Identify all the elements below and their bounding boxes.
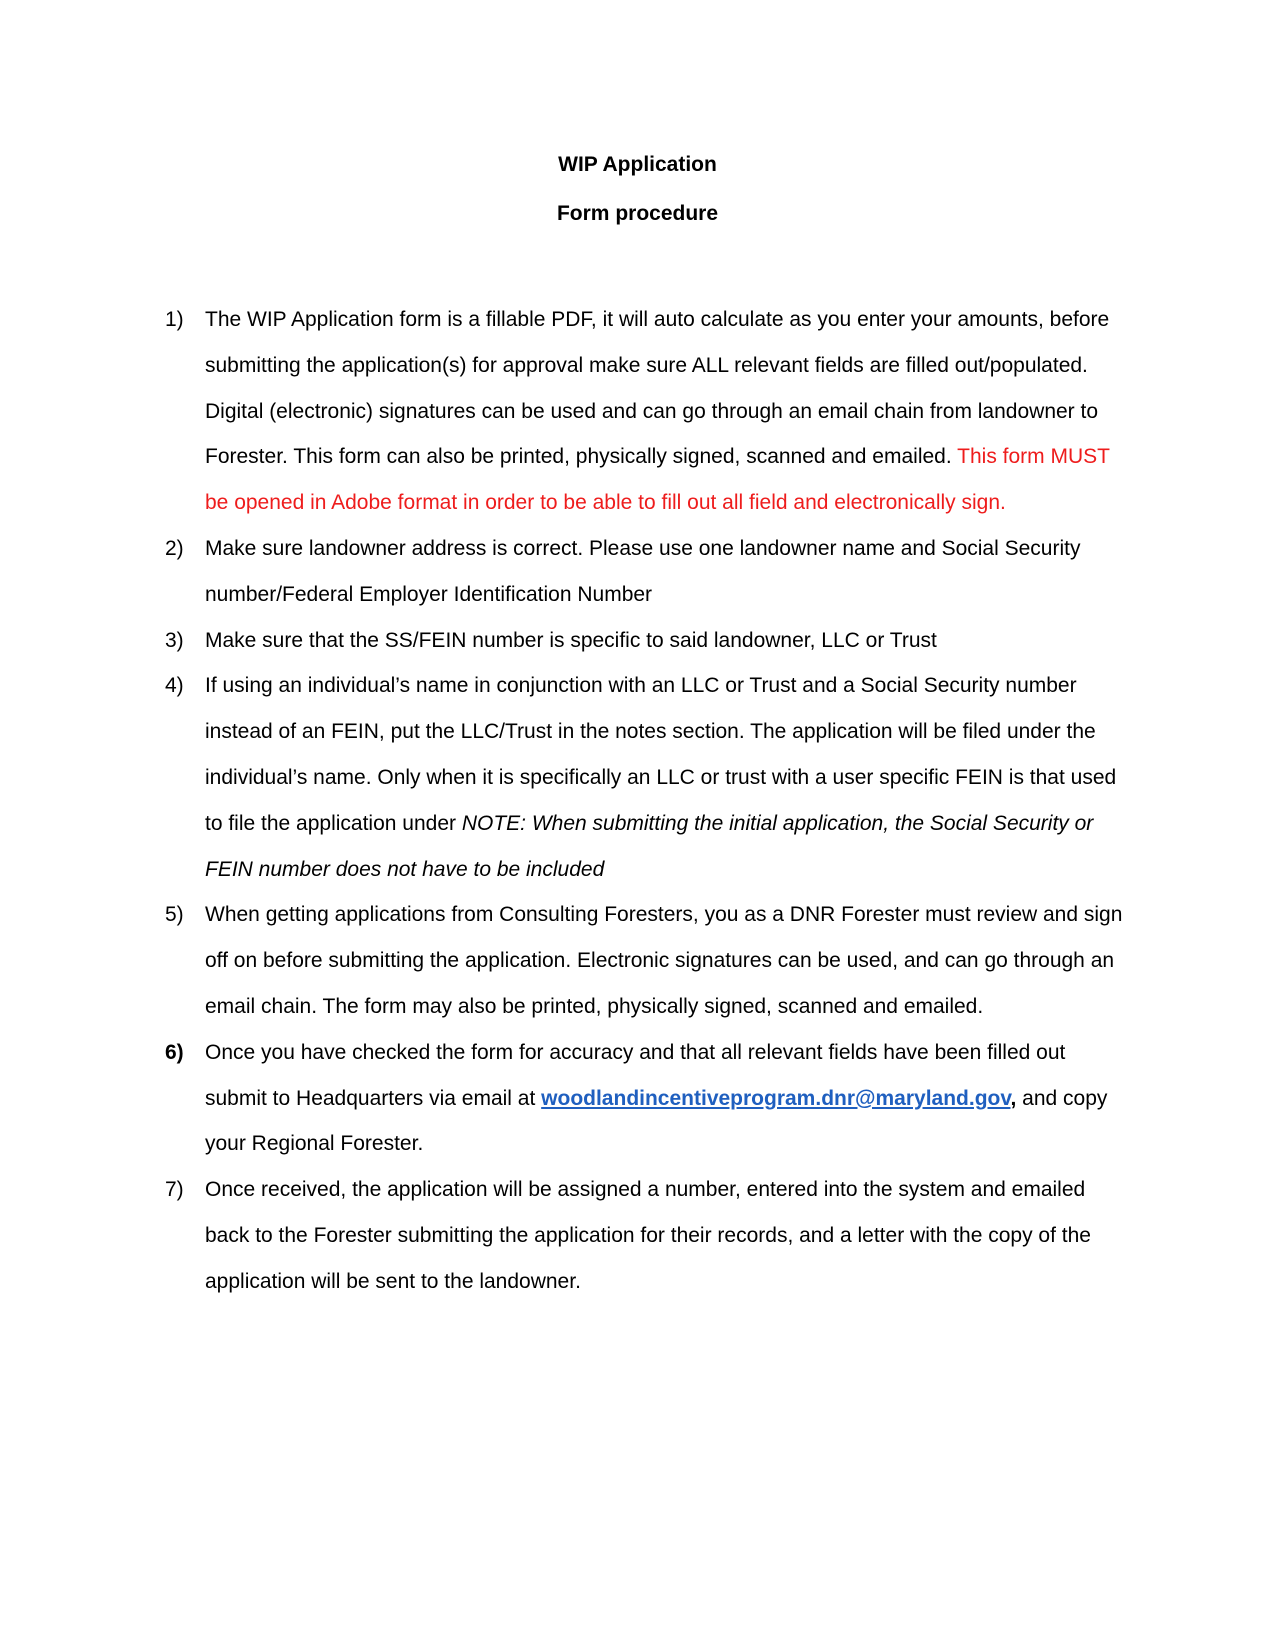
item-text-after: and copy your Regional Forester.: [205, 1086, 1108, 1156]
list-item-6: [165, 1030, 1125, 1167]
item-text: The WIP Application form is a fillable PDF, it will auto calculate as you enter your amounts, before submitting the application(s) for approval make sure ALL relevant fields are filled out/populated. Digital (electronic) signatures can be used and can go through an email chain from landowner to Forester. This form can also be printed, physically signed, scanned and emailed.: [205, 308, 1110, 469]
item-number: 1): [165, 308, 184, 331]
page-subtitle: Form procedure: [556, 202, 719, 225]
list-item-3: [165, 618, 1125, 664]
item-text: When getting applications from Consulting Foresters, you as a DNR Forester must review and sign off on before submitting the application. Electronic signatures can be used, and can go through an email chain. The form may also be printed, physically signed, scanned and emailed.: [205, 903, 1123, 1018]
list-item-7: [165, 1167, 1125, 1304]
item-text: Once you have checked the form for accuracy and that all relevant fields have been filled out submit to Headquarters via email at: [205, 1040, 1066, 1110]
item-text: Make sure that the SS/FEIN number is specific to said landowner, LLC or Trust: [205, 628, 937, 652]
procedure-list: [165, 297, 1125, 1305]
item-number: 3): [165, 628, 184, 652]
item-number: 4): [165, 674, 184, 698]
adobe-warning-text: This form MUST be opened in Adobe format in order to be able to fill out all field and electronically sign.: [205, 445, 1110, 515]
list-item-5: [165, 892, 1125, 1029]
email-link[interactable]: woodlandincentiveprogram.dnr@maryland.gov: [541, 1086, 1011, 1110]
list-item-2: [165, 526, 1125, 618]
item-text: Make sure landowner address is correct. Please use one landowner name and Social Security number/Federal Employer Identification Number: [205, 536, 1081, 606]
item-number: 7): [165, 1178, 184, 1202]
item-number: 2): [165, 536, 184, 560]
item-text: If using an individual’s name in conjunction with an LLC or Trust and a Social Security number instead of an FEIN, put the LLC/Trust in the notes section. The application will be filed under the individual’s name. Only when it is specifically an LLC or trust with a user specific FEIN is that used to file the application under: [205, 674, 1117, 835]
item-text: Once received, the application will be assigned a number, entered into the system and emailed back to the Forester submitting the application for their records, and a letter with the copy of the application will be sent to the landowner.: [205, 1178, 1091, 1293]
item-note: NOTE: When submitting the initial application, the Social Security or FEIN number does not have to be included: [205, 811, 1094, 881]
page-title: WIP Application: [558, 153, 717, 176]
item-number: 6): [165, 1040, 184, 1064]
list-item-1: [165, 297, 1125, 526]
list-item-4: [165, 663, 1125, 892]
item-number: 5): [165, 903, 184, 927]
email-comma: ,: [1010, 1086, 1017, 1110]
